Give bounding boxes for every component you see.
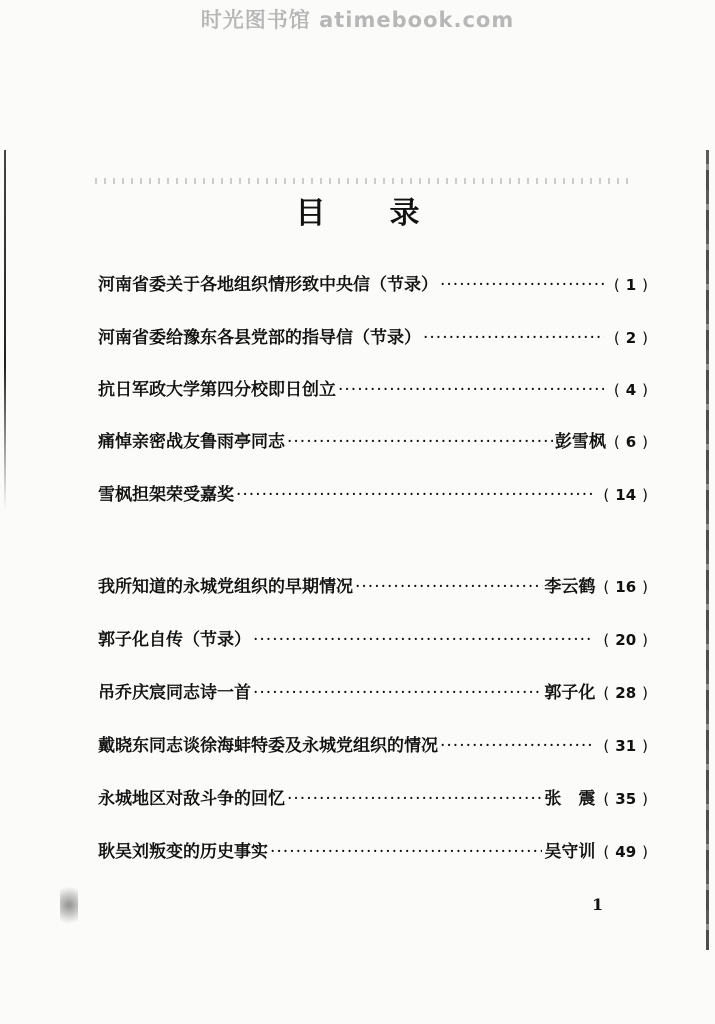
toc-entry-author: 郭子化 [544,683,596,703]
toc-leader-dots [355,577,542,597]
scan-specks [95,178,635,184]
toc-entry [98,375,654,405]
toc-entry-title: 我所知道的永城党组织的早期情况 [98,577,353,597]
toc-entry-page-number: 35 [615,790,637,808]
toc-entry-page: ( 28 ) [603,684,648,702]
toc-leader-dots [423,328,604,348]
toc-entry-title: 戴晓东同志谈徐海蚌特委及永城党组织的情况 [98,736,438,756]
toc-entry-title: 永城地区对敌斗争的回忆 [98,789,285,809]
toc-entry-page: ( 6 ) [613,433,648,451]
toc-leader-dots [287,432,553,452]
toc-entry-page-number: 28 [615,684,637,702]
toc-entry-page: ( 16 ) [603,578,648,596]
page-title: 目录 [295,196,484,231]
toc-entry-title: 抗日军政大学第四分校即日创立 [98,380,336,400]
toc-entry-title: 雪枫担架荣受嘉奖 [98,485,234,505]
page-number: 1 [592,895,604,914]
toc-entry-page-number: 16 [615,578,637,596]
toc-leader-dots [270,842,542,862]
scan-edge-right [706,150,709,950]
toc-entry-title: 河南省委给豫东各县党部的指导信（节录） [98,328,421,348]
toc-leader-dots [440,736,593,756]
toc-entry [98,731,654,761]
scan-smudge [60,880,78,930]
toc-entry [98,270,654,300]
toc-entry [98,625,654,655]
toc-leader-dots [236,485,593,505]
toc-entry [98,572,654,602]
toc-leader-dots [338,380,604,400]
toc-entry-author: 吴守训 [544,842,596,862]
toc-entry-page-number: 20 [615,631,637,649]
toc-entry-page-number: 6 [625,433,637,451]
toc-entry-page-number: 31 [615,737,637,755]
toc-entry-page: ( 2 ) [613,329,648,347]
toc-entry [98,480,654,510]
watermark-text: 时光图书馆 atimebook.com [200,8,515,32]
toc-entry-page: ( 49 ) [603,843,648,861]
toc-entry-page-number: 14 [615,486,637,504]
toc-entry-title: 郭子化自传（节录） [98,630,251,650]
toc-entry [98,678,654,708]
toc-entry-page-number: 4 [625,381,637,399]
toc-entry [98,323,654,353]
toc-entry-page: ( 35 ) [603,790,648,808]
toc-entry-author: 彭雪枫 [554,432,606,452]
toc-entry-title: 耿吴刘叛变的历史事实 [98,842,268,862]
toc-entry-author: 张 震 [544,789,596,809]
toc-entry-page-number: 2 [625,329,637,347]
toc-entry-page: ( 14 ) [603,486,648,504]
toc-leader-dots [440,275,604,295]
toc-entry-page: ( 1 ) [613,276,648,294]
toc-entry-page: ( 4 ) [613,381,648,399]
toc-leader-dots [253,683,542,703]
toc-entry-title: 河南省委关于各地组织情形致中央信（节录） [98,275,438,295]
toc-entry-title: 吊乔庆宸同志诗一首 [98,683,251,703]
toc-leader-dots [287,789,542,809]
toc-entry-page-number: 49 [615,843,637,861]
toc-entry [98,837,654,867]
toc-entry-page: ( 20 ) [603,631,648,649]
toc-leader-dots [253,630,593,650]
toc-entry [98,784,654,814]
toc-entry-author: 李云鹤 [544,577,596,597]
toc-entry-page-number: 1 [625,276,637,294]
toc-entry-title: 痛悼亲密战友鲁雨亭同志 [98,432,285,452]
toc-entry [98,427,654,457]
toc-entry-page: ( 31 ) [603,737,648,755]
